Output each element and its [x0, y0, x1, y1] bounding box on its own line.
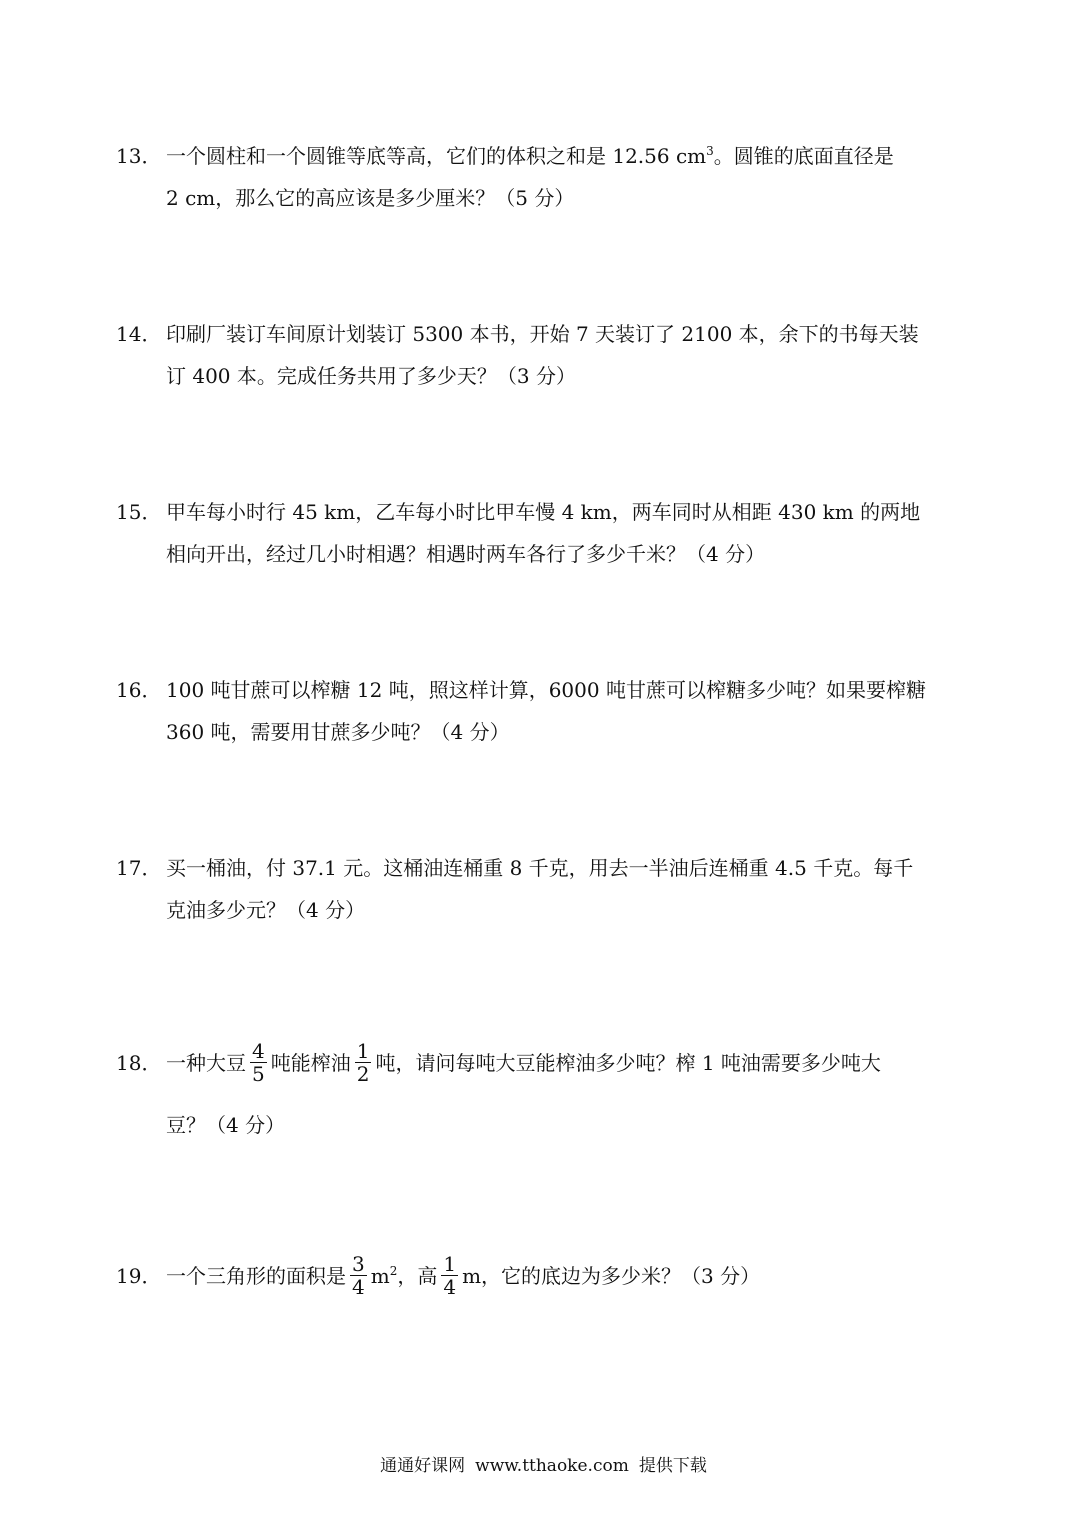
problem-line: [116, 498, 920, 526]
problem-line: [116, 1251, 760, 1301]
fraction: [350, 1253, 367, 1298]
problem-text: 360 吨，需要用甘蔗多少吨？（4 分）: [166, 720, 510, 744]
fraction: [355, 1040, 372, 1085]
problem-text: 克油多少元？（4 分）: [166, 898, 366, 922]
fraction-denominator: 5: [252, 1062, 265, 1086]
problem-line: [116, 320, 919, 348]
problem-number: 18．: [116, 1051, 162, 1075]
footer-site-name: 通通好课网: [380, 1456, 466, 1476]
problem-number: 19．: [116, 1264, 162, 1288]
fraction: [441, 1253, 458, 1298]
fraction-numerator: 1: [443, 1252, 457, 1276]
problem-line: [116, 1038, 881, 1088]
problem-number: 14．: [116, 322, 162, 346]
problem-text: 。圆锥的底面直径是: [713, 144, 894, 168]
problem-number: 17．: [116, 856, 162, 880]
problem-number: 15．: [116, 500, 162, 524]
problem-line: [116, 854, 913, 882]
problem-text: 印刷厂装订车间原计划装订 5300 本书，开始 7 天装订了 2100 本，余下的书每天装: [166, 322, 919, 346]
fraction-denominator: 4: [352, 1275, 365, 1299]
problem-text: 订 400 本。完成任务共用了多少天？（3 分）: [166, 364, 576, 388]
fraction-numerator: 3: [352, 1252, 365, 1276]
problem-text: 一个三角形的面积是: [166, 1264, 346, 1288]
problem-text: 2 cm，那么它的高应该是多少厘米？（5 分）: [166, 186, 575, 210]
problem-text: m: [370, 1264, 390, 1288]
fraction-numerator: 4: [252, 1039, 265, 1063]
problem-text: ，高: [397, 1264, 438, 1288]
problem-text: 一个圆柱和一个圆锥等底等高，它们的体积之和是 12.56 cm: [166, 144, 707, 168]
superscript: 3: [706, 144, 714, 158]
problem-text: m，它的底边为多少米？（3 分）: [462, 1264, 761, 1288]
problem-text: 一种大豆: [166, 1051, 246, 1075]
problem-number: 16．: [116, 678, 162, 702]
fraction: [250, 1040, 267, 1085]
problem-line: [116, 142, 894, 170]
superscript: 2: [389, 1264, 398, 1278]
page-footer: [0, 1454, 1087, 1478]
footer-tail: 提供下载: [638, 1456, 707, 1476]
problem-text: 100 吨甘蔗可以榨糖 12 吨，照这样计算，6000 吨甘蔗可以榨糖多少吨？如果要榨糖: [166, 678, 926, 702]
fraction-denominator: 2: [356, 1062, 370, 1086]
fraction-numerator: 1: [356, 1039, 370, 1063]
fraction-denominator: 4: [443, 1275, 457, 1299]
problem-text: 吨，请问每吨大豆能榨油多少吨？榨 1 吨油需要多少吨大: [375, 1051, 881, 1075]
problem-text: 甲车每小时行 45 km，乙车每小时比甲车慢 4 km，两车同时从相距 430 km 的两地: [166, 500, 921, 524]
problem-number: 13．: [116, 144, 162, 168]
problem-text: 吨能榨油: [270, 1051, 351, 1075]
problem-text: 豆？（4 分）: [166, 1113, 286, 1137]
problem-line: [116, 676, 926, 704]
problem-text: 买一桶油，付 37.1 元。这桶油连桶重 8 千克，用去一半油后连桶重 4.5 千克。每千: [166, 856, 914, 880]
footer-url[interactable]: www.tthaoke.com: [475, 1456, 629, 1476]
problem-text: 相向开出，经过几小时相遇？相遇时两车各行了多少千米？（4 分）: [166, 542, 766, 566]
